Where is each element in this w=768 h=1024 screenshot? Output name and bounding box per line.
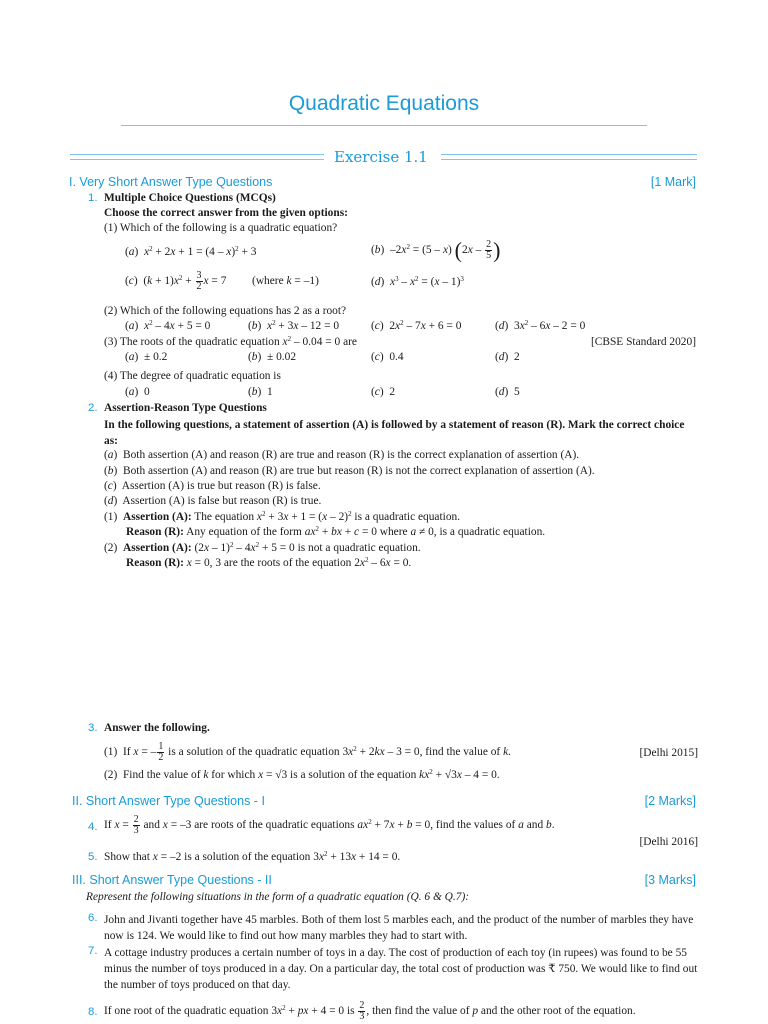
exercise-heading: Exercise 1.1 bbox=[334, 148, 428, 166]
question-number: 7. bbox=[88, 945, 98, 957]
ar-choice-b: (b) Both assertion (A) and reason (R) are true but reason (R) is not the correct explanation of assertion (A). bbox=[104, 465, 595, 477]
option-value: 0 bbox=[144, 386, 150, 398]
sa2-q7: A cottage industry produces a certain number of toys in a day. The cost of production of each toy (in rupees) was found to be 55 minus the number of toys produced in a day. On a particular day, the total cost of production was ₹ 750. We would like to find out the number of toys produced on that day. bbox=[104, 947, 698, 991]
mcq-instruction-text: Choose the correct answer from the given options: bbox=[104, 207, 348, 219]
ar-q2-reason: Reason (R): x = 0, 3 are the roots of the equation $2x^2 - 6x = 0$. bbox=[126, 556, 412, 569]
mcq-q3-option-a: (a) ± 0.2 bbox=[125, 351, 168, 363]
ar-choice-c: (c) Assertion (A) is true but reason (R) is false. bbox=[104, 480, 321, 492]
section-2-marks: [2 Marks] bbox=[644, 794, 696, 808]
question-number: 2. bbox=[88, 402, 98, 414]
sa2-q8: If one root of the quadratic equation $3x^2$ + px + 4 = 0 is $\frac{2}{3}$ , then find the value of p and the other root of the equation. bbox=[104, 1000, 636, 1022]
ar-choice-text: Both assertion (A) and reason (R) are true and reason (R) is the correct explanation of assertion (A). bbox=[123, 449, 580, 461]
ar-title bbox=[104, 402, 267, 414]
mcq-q1-option-a: (a) $x^2 + 2x + 1 = (4 - x)^2 + 3$ bbox=[125, 245, 257, 258]
assertion-label: Assertion (A): bbox=[122, 542, 192, 554]
mcq-q3-option-b: (b) ± 0.02 bbox=[248, 351, 297, 363]
question-number: 4. bbox=[88, 821, 98, 833]
reason-label: Reason (R): bbox=[126, 526, 184, 538]
mcq-q4-option-c: (c) 2 bbox=[371, 386, 396, 398]
exercise-rule-right bbox=[441, 154, 697, 160]
mcq-q3-source: [CBSE Standard 2020] bbox=[590, 336, 696, 348]
ar-q1-reason: Reason (R): Any equation of the form $ax^2$ + bx + c = 0 where a ≠ 0, is a quadratic equation. bbox=[126, 525, 546, 538]
mcq-q2-option-c: (c) $2x^2 - 7x + 6 = 0$ bbox=[371, 319, 462, 332]
q3-part-1: (1) If x = – $\frac{1}{2}$ is a solution of the quadratic equation $3x^2 + 2kx - 3 = 0$, find the value of k. bbox=[104, 741, 511, 763]
mcq-q1: (1) Which of the following is a quadratic equation? bbox=[104, 222, 338, 234]
assertion-label: Assertion (A): bbox=[122, 511, 192, 523]
mcq-q4-option-d: (d) 5 bbox=[495, 386, 520, 398]
question-number: 3. bbox=[88, 722, 98, 734]
q3-title-text: Answer the following. bbox=[104, 722, 210, 734]
section-3-marks: [3 Marks] bbox=[644, 873, 696, 887]
mcq-q2-option-d: (d) $3x^2 - 6x - 2 = 0$ bbox=[495, 319, 586, 332]
option-value: 5 bbox=[514, 386, 520, 398]
option-value: 0.4 bbox=[389, 351, 404, 363]
mcq-q3-text: (3) The roots of the quadratic equation bbox=[104, 336, 283, 348]
q3-part-2: (2) Find the value of k for which x = √3 is a solution of the equation $kx^2 + √3x - 4 = 0$. bbox=[104, 768, 500, 781]
option-value: ± 0.2 bbox=[144, 351, 168, 363]
question-number: 5. bbox=[88, 851, 98, 863]
sa1-q5: Show that x = –2 is a solution of the equation $3x^2 + 13x + 14 = 0$. bbox=[104, 850, 401, 863]
option-value: ± 0.02 bbox=[267, 351, 297, 363]
ar-q2-assertion: (2) Assertion (A): $(2x - 1)^2 - 4x^2 + 5 = 0$ is not a quadratic equation. bbox=[104, 541, 421, 554]
mcq-q1-option-c: (c) $(k + 1)x^2$ + $\frac{3}{2}$ x = 7 (where k = –1) bbox=[125, 270, 319, 292]
reason-label: Reason (R): bbox=[126, 557, 184, 569]
ar-choice-text: Assertion (A) is true but reason (R) is false. bbox=[121, 480, 321, 492]
mcq-q1-option-d: (d) $x^3 - x^2 = (x - 1)^3$ bbox=[371, 275, 464, 288]
ar-choice-a: (a) Both assertion (A) and reason (R) are true and reason (R) is the correct explanation of assertion (A). bbox=[104, 449, 580, 461]
section-1-marks: [1 Mark] bbox=[650, 175, 696, 189]
ar-q1-assertion: (1) Assertion (A): The equation $x^2 + 3x + 1 = (x - 2)^2$ is a quadratic equation. bbox=[104, 510, 461, 523]
section-3-title: III. Short Answer Type Questions - II bbox=[72, 873, 272, 887]
mcq-q4-option-a: (a) 0 bbox=[125, 386, 150, 398]
question-number: 6. bbox=[88, 912, 98, 924]
page-title: Quadratic Equations bbox=[288, 92, 480, 115]
mcq-title bbox=[104, 192, 276, 204]
sa2-intro: Represent the following situations in the form of a quadratic equation (Q. 6 & Q.7): bbox=[86, 891, 470, 903]
q3-part-1-source: [Delhi 2015] bbox=[639, 747, 698, 759]
ar-intro: In the following questions, a statement of assertion (A) is followed by a statement of reason (R). Mark the correct choice as: bbox=[104, 419, 685, 447]
sa1-q4-source: [Delhi 2016] bbox=[639, 836, 698, 848]
mcq-q4-option-b: (b) 1 bbox=[248, 386, 273, 398]
ar-title-text: Assertion-Reason Type Questions bbox=[104, 402, 267, 414]
ar-choice-text: Both assertion (A) and reason (R) are true but reason (R) is not the correct explanation of assertion (A). bbox=[123, 465, 595, 477]
mcq-q3-option-c: (c) 0.4 bbox=[371, 351, 404, 363]
title-underline bbox=[121, 125, 647, 126]
exercise-rule-left bbox=[70, 154, 324, 160]
mcq-q4: (4) The degree of quadratic equation is bbox=[104, 370, 281, 382]
mcq-q2: (2) Which of the following equations has 2 as a root? bbox=[104, 305, 347, 317]
mcq-q2-option-b: (b) $x^2 + 3x - 12 = 0$ bbox=[248, 319, 340, 332]
mcq-q3: (3) The roots of the quadratic equation $x^2 - 0.04 = 0$ are bbox=[104, 335, 357, 348]
mcq-q1-option-b: (b) $-2x^2 = (5 - x)$ (2x – $\frac{2}{5}$ ) bbox=[371, 237, 501, 263]
option-value: 1 bbox=[267, 386, 273, 398]
ar-choice-d: (d) Assertion (A) is false but reason (R) is true. bbox=[104, 495, 322, 507]
question-number: 1. bbox=[88, 192, 98, 204]
section-2-title: II. Short Answer Type Questions - I bbox=[72, 794, 265, 808]
q3-title bbox=[104, 722, 210, 734]
sa1-q4: If x = $\frac{2}{3}$ and x = –3 are roots of the quadratic equations $ax^2 + 7x + b = 0$, find the values of a and b. bbox=[104, 814, 555, 836]
mcq-q2-option-a: (a) $x^2 - 4x + 5 = 0$ bbox=[125, 319, 211, 332]
mcq-q3-text-end: – 0.04 = 0 are bbox=[291, 336, 357, 348]
mcq-instruction bbox=[104, 207, 348, 219]
section-1-title: I. Very Short Answer Type Questions bbox=[69, 175, 273, 189]
mcq-q3-option-d: (d) 2 bbox=[495, 351, 520, 363]
option-value: 2 bbox=[514, 351, 520, 363]
option-value: 2 bbox=[389, 386, 396, 398]
mcq-title-text: Multiple Choice Questions (MCQs) bbox=[104, 192, 276, 204]
ar-choice-text: Assertion (A) is false but reason (R) is true. bbox=[122, 495, 322, 507]
question-number: 8. bbox=[88, 1006, 98, 1018]
sa2-q6: John and Jivanti together have 45 marbles. Both of them lost 5 marbles each, and the product of the number of marbles they have now is 124. We would like to find out how many marbles they had to start with. bbox=[104, 914, 694, 942]
